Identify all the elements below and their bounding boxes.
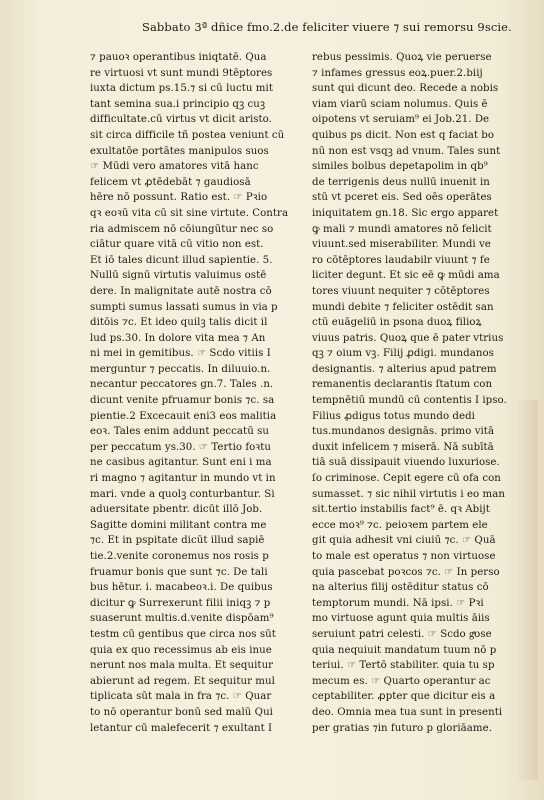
text-line: merguntur ⁊ peccatis. In diluuio.n. <box>90 363 271 375</box>
text-line: duxit infelicem ⁊ miserā. Nā subītā <box>312 441 494 453</box>
text-line: quibus ps dicit. Non est q faciat bo <box>312 129 495 141</box>
text-line: nū non est vsqꝫ ad vnum. Tales sunt <box>312 145 501 157</box>
text-line: aduersitate pbentr. dicūt illō Job. <box>90 504 263 516</box>
text-line: nerunt nos mala multa. Et sequitur <box>90 660 274 672</box>
text-line: stū vt pceret eis. Sed oēs operātes <box>312 192 492 204</box>
text-line: sumpti sumus lassati sumus in via p <box>90 301 278 313</box>
text-line: exultatōe portātes manipulos suos <box>90 145 269 157</box>
text-line: tiplicata sūt mala in fra ⁊c. ☞ Quar <box>90 691 272 703</box>
text-line: de terrigenis deus nullū inuenit in <box>312 176 490 188</box>
text-line: ꝙ mali ⁊ mundi amatores nō felicit <box>312 223 492 235</box>
text-line: quia ex quo recessimus ab eis inue <box>90 644 272 656</box>
text-line: tus.mundanos designās. primo vitā <box>312 426 495 438</box>
text-line: mecum es. ☞ Quarto operantur ac <box>312 675 491 687</box>
text-line: Nullū signū virtutis valuimus ostē <box>90 270 267 282</box>
text-line: seruiunt patri celesti. ☞ Scdo gͣose <box>312 628 492 640</box>
text-line: tempnētiū mundū cū contentis I ipso. <box>312 395 507 407</box>
text-line: quia pascebat poꝛcos ⁊c. ☞ In perso <box>312 566 500 578</box>
text-line: fruamur bonis que sunt ⁊c. De tali <box>90 566 268 578</box>
text-line: ecce moꝛ⁹ ⁊c. peioꝛem partem ele <box>312 519 488 531</box>
text-line: sumasset. ⁊ sic nihil virtutis i eo man <box>312 488 505 500</box>
text-line: viuunt.sed miserabiliter. Mundi ve <box>312 239 491 251</box>
text-line: ⁊ infames gressus eoꝝ.puer.2.biij <box>312 67 483 79</box>
text-line: ſo criminose. Cepit egere cū ofa con <box>312 473 501 485</box>
text-line: ria admiscem nō cōiungūtur nec so <box>90 223 274 235</box>
text-line: felicem vt ꝓtēdebāt ⁊ gaudiosā <box>90 176 251 188</box>
text-line: teriui. ☞ Tertō stabiliter. quia tu sp <box>312 660 495 672</box>
text-line: sit.tertio instabilis fact⁹ ē. qꝛ Abijt <box>312 504 490 516</box>
right-text-column <box>312 50 524 736</box>
text-line: Filius ꝓdigus totus mundo dedi <box>312 410 475 422</box>
text-line: viuus patris. Quoꝝ que ē pater vtrius <box>312 332 504 344</box>
text-line: temptorum mundi. Nā ipsi. ☞ Pꝛi <box>312 597 484 609</box>
text-line: iuxta dictum ps.15.⁊ si cū luctu mit <box>90 83 273 95</box>
text-line: ctū euāgeliū in psona duoꝝ filioꝝ <box>312 317 482 329</box>
text-line: qꝛ eoꝛū vita cū sit sine virtute. Contra <box>90 207 289 219</box>
text-line: dicunt venite pfruamur bonis ⁊c. sa <box>90 395 275 407</box>
text-line: dere. In malignitate autē nostra cō <box>90 285 272 297</box>
text-line: bus hētur. i. macabeoꝛ.i. De quibus <box>90 582 273 594</box>
text-line: oipotens vt seruiam⁹ ei Job.21. De <box>312 114 490 126</box>
text-line: na alterius filij ostēditur status cō <box>312 582 489 594</box>
text-line: re virtuosi vt sunt mundi 9tēptores <box>90 67 273 79</box>
text-line: ditōis ⁊c. Et ideo quilꝫ talis dicit il <box>90 317 268 329</box>
text-line: ⁊ pauoꝛ operantibus iniqtatē. Qua <box>90 52 267 63</box>
text-line: eoꝛ. Tales enim addunt peccatū su <box>90 426 269 438</box>
running-header: Sabbato 3ª dñice fmo.2.de feliciter viuere ⁊ sui remorsu 9scie. <box>142 20 512 34</box>
text-line: mo virtuose agunt quia multis āiis <box>312 613 490 625</box>
text-line: similes bolbus depetapolim in qb⁹ <box>312 161 488 173</box>
text-line: ceptabiliter. ꝓpter que dicitur eis a <box>312 691 496 703</box>
text-line: ⁊c. Et in pspitate dicūt illud sapiē <box>90 535 265 547</box>
text-line: mundi debite ⁊ feliciter ostēdit san <box>312 301 494 313</box>
text-line: deo. Omnia mea tua sunt in presenti <box>312 706 503 718</box>
text-line: designantis. ⁊ alterius apud patrem <box>312 363 497 375</box>
text-line: git quia adhesit vni ciuiū ⁊c. ☞ Quā <box>312 535 496 547</box>
text-line: per peccatum ys.30. ☞ Tertio foꝛtu <box>90 441 271 453</box>
text-line: viam viarū sciam nolumus. Quis ē <box>312 98 488 110</box>
text-line: difficultate.cū virtus vt dicit aristo. <box>90 114 272 126</box>
text-line: qꝫ ⁊ oium vꝫ. Filij ꝓdigi. mundanos <box>312 348 494 360</box>
text-line: to male est operatus ⁊ non virtuose <box>312 551 496 562</box>
text-line: Sagitte domini militant contra me <box>90 519 267 531</box>
text-line: ciātur quare vitā cū vitio non est. <box>90 239 264 251</box>
text-line: ro cōtēptores laudabilr viuunt ⁊ fe <box>312 254 490 266</box>
left-text-column <box>90 50 304 736</box>
text-line: tant semina sua.i principio qꝫ cuꝫ <box>90 98 266 110</box>
text-line: tie.2.venite coronemus nos rosis p <box>90 551 269 562</box>
text-line: necantur peccatores gn.7. Tales .n. <box>90 379 274 391</box>
text-line: ☞ Mūdi vero amatores vitā hanc <box>90 161 259 173</box>
text-line: abierunt ad regem. Et sequitur mul <box>90 675 275 687</box>
text-line: tiā suā dissipauit viuendo luxuriose. <box>312 457 500 469</box>
text-line: iniquitatem gn.18. Sic ergo apparet <box>312 207 499 219</box>
text-line: tores viuunt nequiter ⁊ cōtēptores <box>312 285 490 297</box>
text-line: per gratias ⁊in futuro p gloriāame. <box>312 722 492 734</box>
text-line: pientie.2 Excecauit eni3 eos malitia <box>90 410 277 422</box>
text-line: rebus pessimis. Quoꝝ vie peruerse <box>312 52 492 63</box>
text-line: Et iō tales dicunt illud sapientie. 5. <box>90 254 273 266</box>
text-line: hēre nō possunt. Ratio est. ☞ Pꝛio <box>90 192 268 204</box>
text-line: suaserunt multis.d.venite dispōam⁹ <box>90 613 274 625</box>
text-line: to nō operantur bonū sed malū Qui <box>90 706 273 718</box>
text-line: sit circa difficile tñ postea veniunt cū <box>90 129 285 141</box>
page-stain <box>516 400 538 780</box>
text-line: remanentis declarantis ſtatum con <box>312 379 493 391</box>
text-line: dicitur ꝙ Surrexerunt filii iniqꝫ ⁊ p <box>90 597 271 609</box>
text-line: testm cū gentibus que circa nos sūt <box>90 628 276 640</box>
text-line: liciter degunt. Et sic eē ꝙ mūdi ama <box>312 270 500 282</box>
text-line: sunt qui dicunt deo. Recede a nobis <box>312 83 499 95</box>
text-line: ni mei in gemitibus. ☞ Scdo vitiis I <box>90 348 271 360</box>
text-line: quia nequiuit mandatum tuum nō p <box>312 644 497 656</box>
text-line: mari. vnde a quolꝫ conturbantur. Si <box>90 488 275 500</box>
text-line: lud ps.30. In dolore vita mea ⁊ An <box>90 332 266 344</box>
text-line: ne casibus agitantur. Sunt eni i ma <box>90 457 272 469</box>
text-line: letantur cū malefecerit ⁊ exultant I <box>90 722 273 734</box>
text-line: ri magno ⁊ agitantur in mundo vt in <box>90 473 276 485</box>
